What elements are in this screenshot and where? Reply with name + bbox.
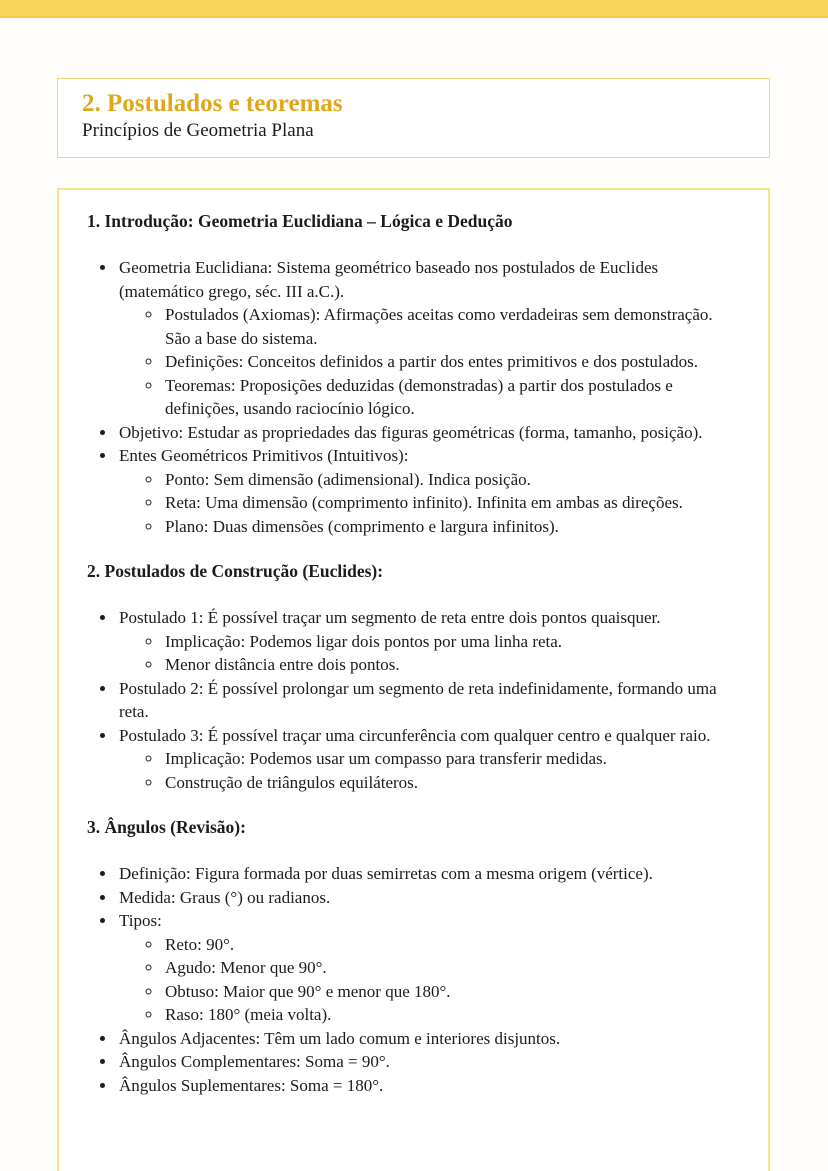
list-item-text: Ângulos Suplementares: Soma = 180°. bbox=[119, 1075, 384, 1095]
sub-bullet-list bbox=[119, 468, 740, 539]
list-item-text: Tipos: bbox=[119, 911, 162, 930]
list-item-text: Definição: Figura formada por duas semirretas com a mesma origem (vértice). bbox=[119, 864, 653, 883]
top-accent-bar bbox=[0, 0, 828, 18]
page-title: 2. Postulados e teoremas bbox=[82, 90, 343, 117]
section-heading: 3. Ângulos (Revisão): bbox=[87, 817, 246, 837]
sub-list-item: ◦ Implicação: Podemos usar um compasso para transferir medidas. bbox=[163, 747, 740, 771]
list-item-text: Postulado 1: É possível traçar um segmento de reta entre dois pontos quaisquer. bbox=[119, 608, 661, 627]
sub-bullet-list bbox=[119, 747, 740, 794]
sub-bullet-list bbox=[119, 303, 740, 421]
bullet-list bbox=[87, 606, 740, 794]
sub-list-item: ◦ Agudo: Menor que 90°. bbox=[163, 956, 740, 980]
list-item-text: Entes Geométricos Primitivos (Intuitivos): bbox=[119, 446, 409, 465]
sub-list-item: ◦ Construção de triângulos equiláteros. bbox=[163, 771, 740, 795]
section-heading: 2. Postulados de Construção (Euclides): bbox=[87, 561, 384, 581]
list-item bbox=[117, 256, 740, 421]
list-item bbox=[117, 1074, 740, 1098]
list-item bbox=[117, 1050, 740, 1074]
sub-list-item: ◦ Obtuso: Maior que 90° e menor que 180°. bbox=[163, 980, 740, 1004]
page-subtitle: Princípios de Geometria Plana bbox=[82, 120, 314, 141]
list-item-text: Medida: Graus (°) ou radianos. bbox=[119, 887, 331, 907]
sub-list-item: ◦ Reta: Uma dimensão (comprimento infinito). Infinita em ambas as direções. bbox=[163, 491, 740, 515]
list-item-text: Ângulos Adjacentes: Têm um lado comum e interiores disjuntos. bbox=[119, 1028, 561, 1048]
sub-bullet-list bbox=[119, 630, 740, 677]
list-item-text: Postulado 2: É possível prolongar um segmento de reta indefinidamente, formando uma reta. bbox=[119, 678, 717, 721]
sub-list-item: ◦ Teoremas: Proposições deduzidas (demonstradas) a partir dos postulados e definições, usando raciocínio lógico. bbox=[163, 374, 740, 421]
list-item bbox=[117, 862, 740, 886]
list-item bbox=[117, 677, 740, 724]
sub-list-item: ◦ Ponto: Sem dimensão (adimensional). Indica posição. bbox=[163, 468, 740, 492]
list-item-text: Ângulos Complementares: Soma = 90°. bbox=[119, 1052, 390, 1071]
sub-list-item: ◦ Postulados (Axiomas): Afirmações aceitas como verdadeiras sem demonstração. São a base do sistema. bbox=[163, 303, 740, 350]
content-card bbox=[57, 188, 770, 1171]
sub-list-item: ◦ Plano: Duas dimensões (comprimento e largura infinitos). bbox=[163, 515, 740, 539]
list-item bbox=[117, 909, 740, 1027]
bullet-list bbox=[87, 256, 740, 538]
list-item bbox=[117, 606, 740, 677]
list-item bbox=[117, 886, 740, 910]
list-item-text: Geometria Euclidiana: Sistema geométrico baseado nos postulados de Euclides (matemático grego, séc. III a.C.). bbox=[119, 258, 659, 301]
sub-list-item: ◦ Reto: 90°. bbox=[163, 933, 740, 957]
sub-list-item: ◦ Definições: Conceitos definidos a partir dos entes primitivos e dos postulados. bbox=[163, 350, 740, 374]
list-item bbox=[117, 1027, 740, 1051]
sub-list-item: ◦ Implicação: Podemos ligar dois pontos por uma linha reta. bbox=[163, 630, 740, 654]
sub-list-item: ◦ Menor distância entre dois pontos. bbox=[163, 653, 740, 677]
list-item-text: Postulado 3: É possível traçar uma circunferência com qualquer centro e qualquer raio. bbox=[119, 725, 711, 745]
list-item bbox=[117, 724, 740, 795]
sub-bullet-list bbox=[119, 933, 740, 1027]
list-item bbox=[117, 444, 740, 538]
sections-container bbox=[87, 210, 740, 1097]
title-card bbox=[57, 78, 770, 158]
sub-list-item: ◦ Raso: 180° (meia volta). bbox=[163, 1003, 740, 1027]
section-heading: 1. Introdução: Geometria Euclidiana – Lógica e Dedução bbox=[87, 211, 513, 231]
bullet-list bbox=[87, 862, 740, 1097]
list-item-text: Objetivo: Estudar as propriedades das figuras geométricas (forma, tamanho, posição). bbox=[119, 422, 703, 442]
list-item bbox=[117, 421, 740, 445]
